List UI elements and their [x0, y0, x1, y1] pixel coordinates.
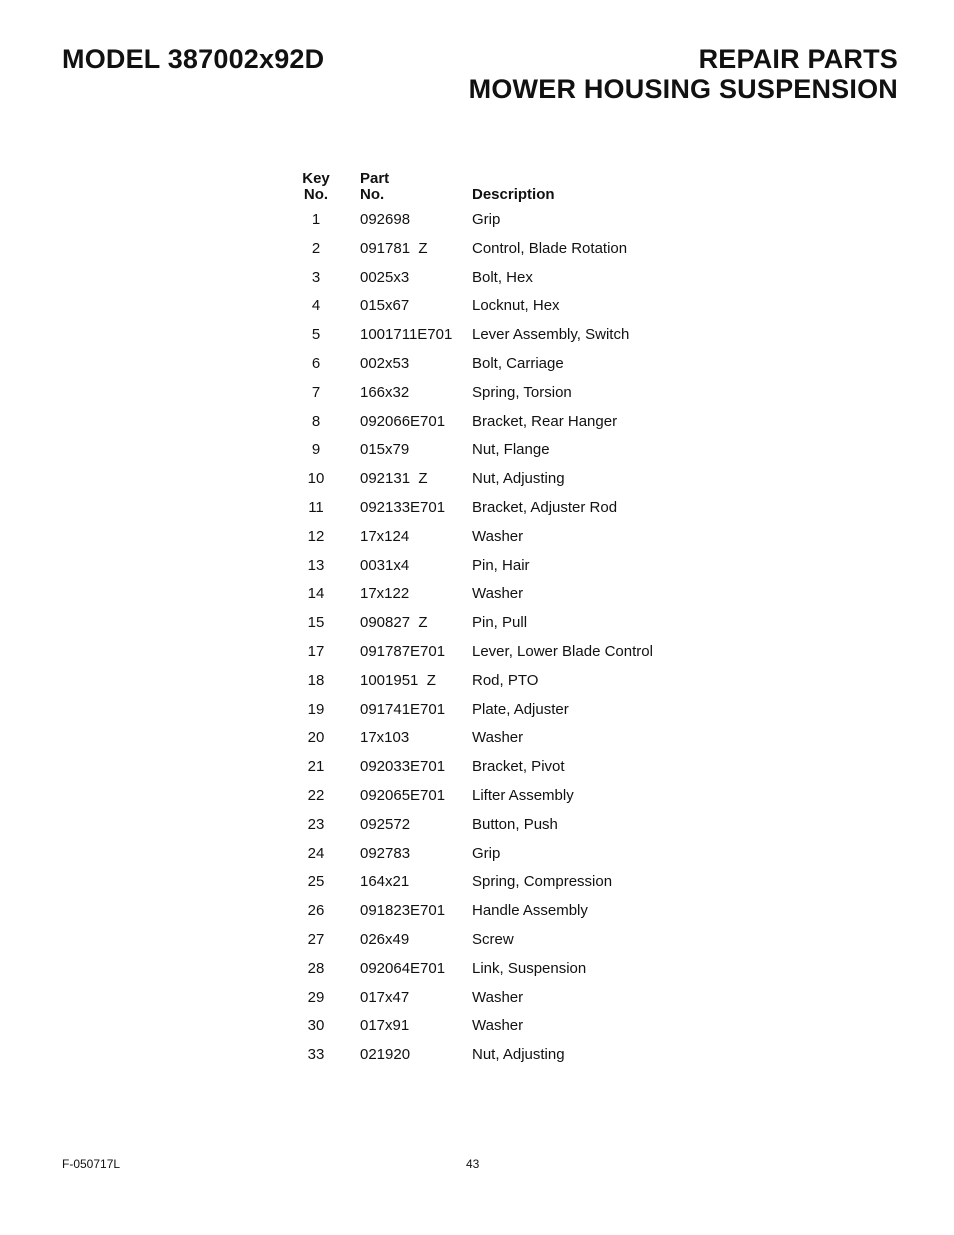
part-no-cell: 021920	[360, 1046, 411, 1064]
key-no-cell: 19	[307, 700, 325, 718]
description-cell: Bolt, Hex	[472, 268, 533, 286]
key-no-cell: 12	[307, 527, 325, 545]
part-no-cell: 1001711E701	[360, 326, 453, 344]
part-no-cell: 17x122	[360, 585, 410, 603]
description-cell: Bolt, Carriage	[472, 354, 564, 372]
key-no-cell: 26	[307, 902, 325, 920]
part-no-cell: 092698	[360, 211, 411, 228]
part-no-cell: 015x79	[360, 441, 410, 459]
key-no-cell: 23	[307, 815, 325, 833]
key-no-cell: 28	[307, 959, 325, 977]
section-title	[469, 44, 898, 104]
description-cell: Control, Blade Rotation	[472, 239, 628, 257]
key-no-cell: 17	[307, 642, 325, 660]
key-no-cell: 9	[311, 441, 321, 459]
description-cell: Handle Assembly	[472, 902, 588, 920]
description-cell: Spring, Compression	[472, 873, 613, 891]
part-no-cell: 092065E701	[360, 786, 446, 804]
key-no-column-header	[290, 171, 342, 203]
description-cell: Washer	[472, 1017, 524, 1035]
key-no-cell: 30	[307, 1017, 325, 1035]
key-no-cell: 5	[311, 326, 321, 344]
form-code: F-050717L	[62, 1157, 121, 1171]
part-no-cell: 092131 Z	[360, 470, 428, 488]
key-no-cell: 2	[311, 239, 321, 257]
key-header-line1: Key	[302, 170, 330, 187]
description-cell: Spring, Torsion	[472, 383, 572, 401]
description-column-header: Description	[472, 186, 555, 203]
key-no-cell: 18	[307, 671, 325, 689]
description-cell: Bracket, Adjuster Rod	[472, 498, 618, 516]
key-no-cell: 11	[308, 498, 324, 516]
part-header-line2: No.	[360, 186, 385, 203]
part-no-cell: 0025x3	[360, 268, 410, 286]
key-no-cell: 10	[307, 470, 325, 488]
part-no-cell: 092783	[360, 844, 411, 862]
key-no-cell: 29	[307, 988, 325, 1006]
key-no-cell: 25	[307, 873, 325, 891]
key-no-cell: 14	[307, 585, 325, 603]
part-no-cell: 166x32	[360, 383, 410, 401]
description-cell: Washer	[472, 585, 524, 603]
part-no-cell: 0031x4	[360, 556, 410, 574]
description-cell: Locknut, Hex	[472, 297, 560, 315]
part-no-cell: 092066E701	[360, 412, 446, 430]
description-cell: Rod, PTO	[472, 671, 539, 689]
key-no-cell: 27	[307, 930, 325, 948]
description-cell: Washer	[472, 988, 524, 1006]
part-no-cell: 091781 Z	[360, 239, 428, 257]
key-no-cell: 33	[307, 1046, 325, 1064]
description-cell: Nut, Adjusting	[472, 470, 565, 488]
part-no-cell: 091823E701	[360, 902, 446, 920]
key-no-cell: 13	[307, 556, 325, 574]
key-no-cell: 22	[307, 786, 325, 804]
key-no-cell: 20	[307, 729, 325, 747]
key-no-cell: 8	[311, 412, 321, 430]
part-no-cell: 1001951 Z	[360, 671, 436, 689]
page-number: 43	[466, 1157, 480, 1171]
part-no-cell: 017x91	[360, 1017, 410, 1035]
description-cell: Bracket, Pivot	[472, 758, 565, 776]
part-no-cell: 090827 Z	[360, 614, 428, 632]
key-no-cell: 7	[311, 383, 321, 401]
part-no-cell: 092033E701	[360, 758, 446, 776]
description-cell: Washer	[472, 729, 524, 747]
key-no-cell: 1	[311, 211, 321, 228]
part-no-cell: 002x53	[360, 354, 410, 372]
part-no-cell: 164x21	[360, 873, 410, 891]
description-cell: Link, Suspension	[472, 959, 587, 977]
key-header-line2: No.	[303, 186, 329, 203]
description-cell: Screw	[472, 930, 514, 948]
description-cell: Grip	[472, 844, 501, 862]
description-cell: Grip	[472, 211, 501, 228]
description-cell: Pin, Pull	[472, 614, 528, 632]
part-no-cell: 091741E701	[360, 700, 446, 718]
key-no-cell: 6	[311, 354, 321, 372]
mower-housing-suspension-heading: MOWER HOUSING SUSPENSION	[468, 74, 898, 104]
key-no-cell: 3	[311, 268, 321, 286]
repair-parts-heading: REPAIR PARTS	[698, 44, 898, 74]
part-no-cell: 092064E701	[360, 959, 446, 977]
part-no-cell: 092572	[360, 815, 411, 833]
key-no-cell: 24	[307, 844, 325, 862]
description-cell: Pin, Hair	[472, 556, 530, 574]
description-cell: Washer	[472, 527, 524, 545]
part-header-line1: Part	[360, 170, 390, 187]
part-no-column-header	[360, 171, 389, 203]
part-no-cell: 092133E701	[360, 498, 446, 516]
description-cell: Lifter Assembly	[472, 786, 574, 804]
part-no-cell: 015x67	[360, 297, 410, 315]
description-cell: Bracket, Rear Hanger	[472, 412, 618, 430]
description-cell: Lever, Lower Blade Control	[472, 642, 653, 660]
part-no-cell: 026x49	[360, 930, 410, 948]
description-cell: Nut, Adjusting	[472, 1046, 565, 1064]
part-no-cell: 091787E701	[360, 642, 446, 660]
description-cell: Lever Assembly, Switch	[472, 326, 630, 344]
part-no-cell: 017x47	[360, 988, 410, 1006]
description-cell: Button, Push	[472, 815, 558, 833]
description-cell: Nut, Flange	[472, 441, 550, 459]
key-no-cell: 15	[307, 614, 325, 632]
description-cell: Plate, Adjuster	[472, 700, 569, 718]
key-no-cell: 4	[311, 297, 321, 315]
key-no-cell: 21	[307, 758, 325, 776]
model-title: MODEL 387002x92D	[62, 44, 325, 74]
part-no-cell: 17x124	[360, 527, 410, 545]
part-no-cell: 17x103	[360, 729, 410, 747]
